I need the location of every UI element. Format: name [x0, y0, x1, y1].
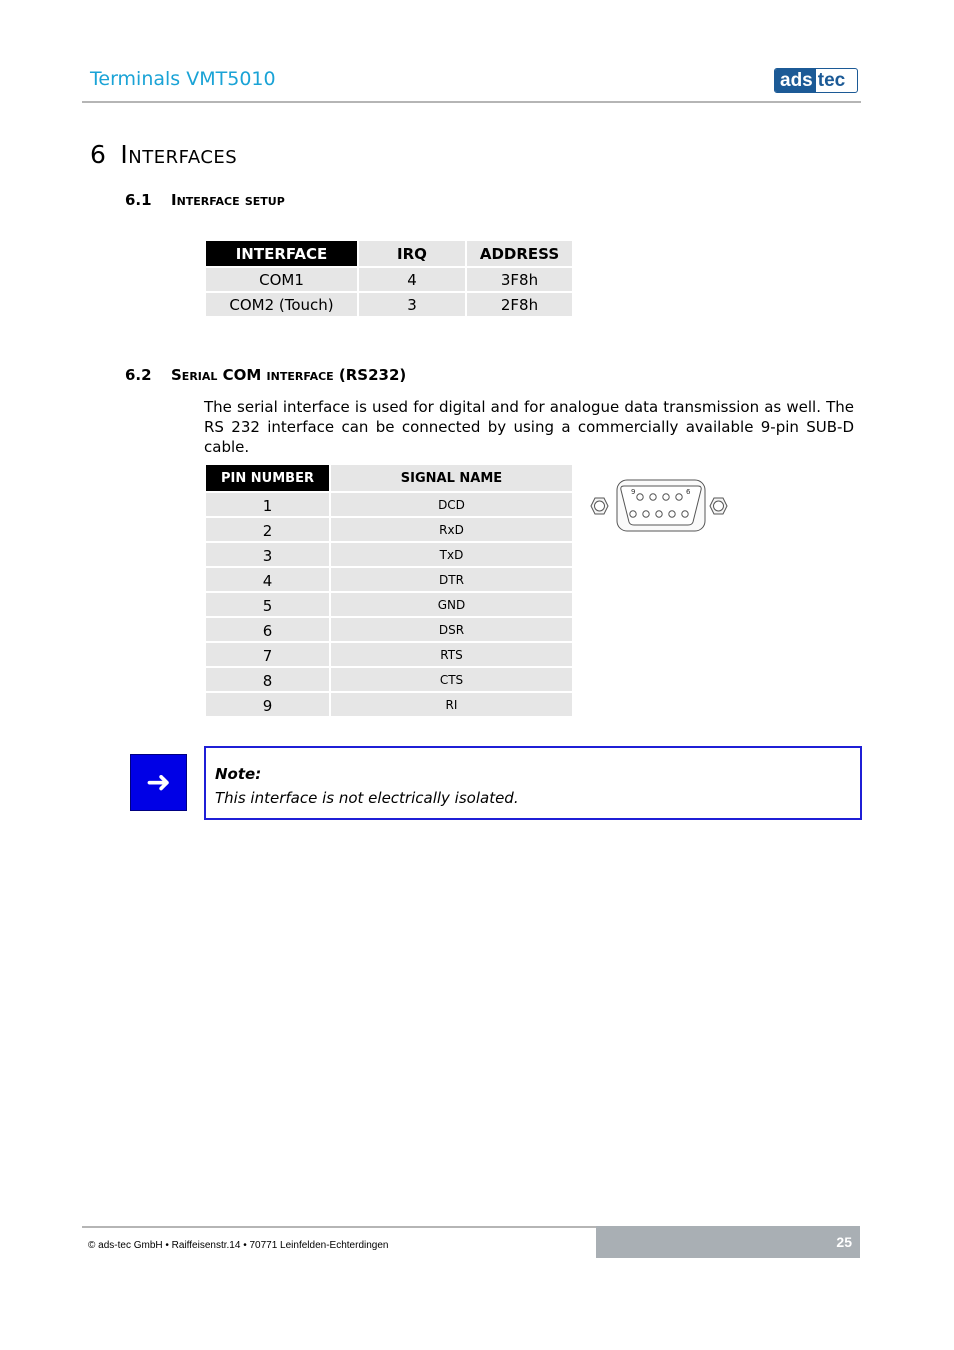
signal-cell: DTR: [330, 567, 573, 592]
arrow-right-icon: ➜: [130, 754, 187, 811]
pin-cell: 5: [205, 592, 330, 617]
signal-cell: DSR: [330, 617, 573, 642]
signal-cell: GND: [330, 592, 573, 617]
chapter-heading: [90, 140, 237, 169]
note-box: [204, 746, 862, 820]
table-cell: COM1: [205, 267, 358, 292]
column-header: IRQ: [358, 240, 466, 267]
pin-cell: 7: [205, 642, 330, 667]
column-header: PIN NUMBER: [205, 464, 330, 492]
sub-d-9-connector-icon: [587, 477, 737, 537]
pin-assignment-table: [204, 463, 574, 718]
table-row: [205, 542, 573, 567]
signal-cell: RI: [330, 692, 573, 717]
section-number: 6.1: [125, 191, 152, 209]
header-rule: [82, 101, 861, 103]
signal-cell: RxD: [330, 517, 573, 542]
signal-cell: CTS: [330, 667, 573, 692]
pin-cell: 9: [205, 692, 330, 717]
footer-rule: [82, 1226, 596, 1228]
section-heading-6-2: [125, 366, 406, 384]
serial-interface-description: The serial interface is used for digital and for analogue data transmission as well. The RS 232 interface can be connected by using a commercially available 9-pin SUB-D cable.: [204, 398, 854, 456]
table-cell: 3: [358, 292, 466, 317]
signal-cell: TxD: [330, 542, 573, 567]
table-row: [205, 667, 573, 692]
pin-cell: 3: [205, 542, 330, 567]
table-row: [205, 567, 573, 592]
column-header: ADDRESS: [466, 240, 573, 267]
section-number: 6.2: [125, 366, 152, 384]
footer-text: © ads-tec GmbH • Raiffeisenstr.14 • 70771 Leinfelden-Echterdingen: [88, 1240, 389, 1251]
section-title: Serial COM interface (RS232): [171, 366, 407, 384]
ads-tec-logo: [774, 68, 858, 93]
table-header-row: [205, 240, 573, 267]
table-row: [205, 692, 573, 717]
table-row: [205, 592, 573, 617]
column-header: INTERFACE: [205, 240, 358, 267]
table-cell: 2F8h: [466, 292, 573, 317]
pin-cell: 1: [205, 492, 330, 517]
logo-left: ads: [775, 69, 816, 92]
section-heading-6-1: [125, 191, 285, 209]
pin-cell: 8: [205, 667, 330, 692]
table-row: [205, 617, 573, 642]
logo-right: tec: [817, 70, 846, 91]
signal-cell: RTS: [330, 642, 573, 667]
section-title: Interface setup: [171, 191, 285, 209]
table-row: [205, 267, 573, 292]
page-number: 25: [836, 1234, 852, 1250]
column-header: SIGNAL NAME: [330, 464, 573, 492]
table-row: [205, 642, 573, 667]
interface-setup-table: [204, 239, 574, 318]
pin-cell: 4: [205, 567, 330, 592]
table-cell: 3F8h: [466, 267, 573, 292]
note-title: Note:: [215, 765, 262, 783]
chapter-title: Interfaces: [120, 140, 238, 169]
signal-cell: DCD: [330, 492, 573, 517]
table-cell: 4: [358, 267, 466, 292]
page-number-box: [596, 1226, 860, 1258]
connector-pin-label: 9: [631, 488, 636, 496]
table-row: [205, 492, 573, 517]
table-row: [205, 517, 573, 542]
pin-cell: 2: [205, 517, 330, 542]
chapter-number: 6: [90, 140, 107, 169]
note-text: This interface is not electrically isolated.: [215, 789, 519, 807]
connector-pin-label: 6: [686, 488, 691, 496]
header-title: Terminals VMT5010: [90, 68, 276, 90]
table-row: [205, 292, 573, 317]
table-cell: COM2 (Touch): [205, 292, 358, 317]
pin-cell: 6: [205, 617, 330, 642]
table-header-row: [205, 464, 573, 492]
